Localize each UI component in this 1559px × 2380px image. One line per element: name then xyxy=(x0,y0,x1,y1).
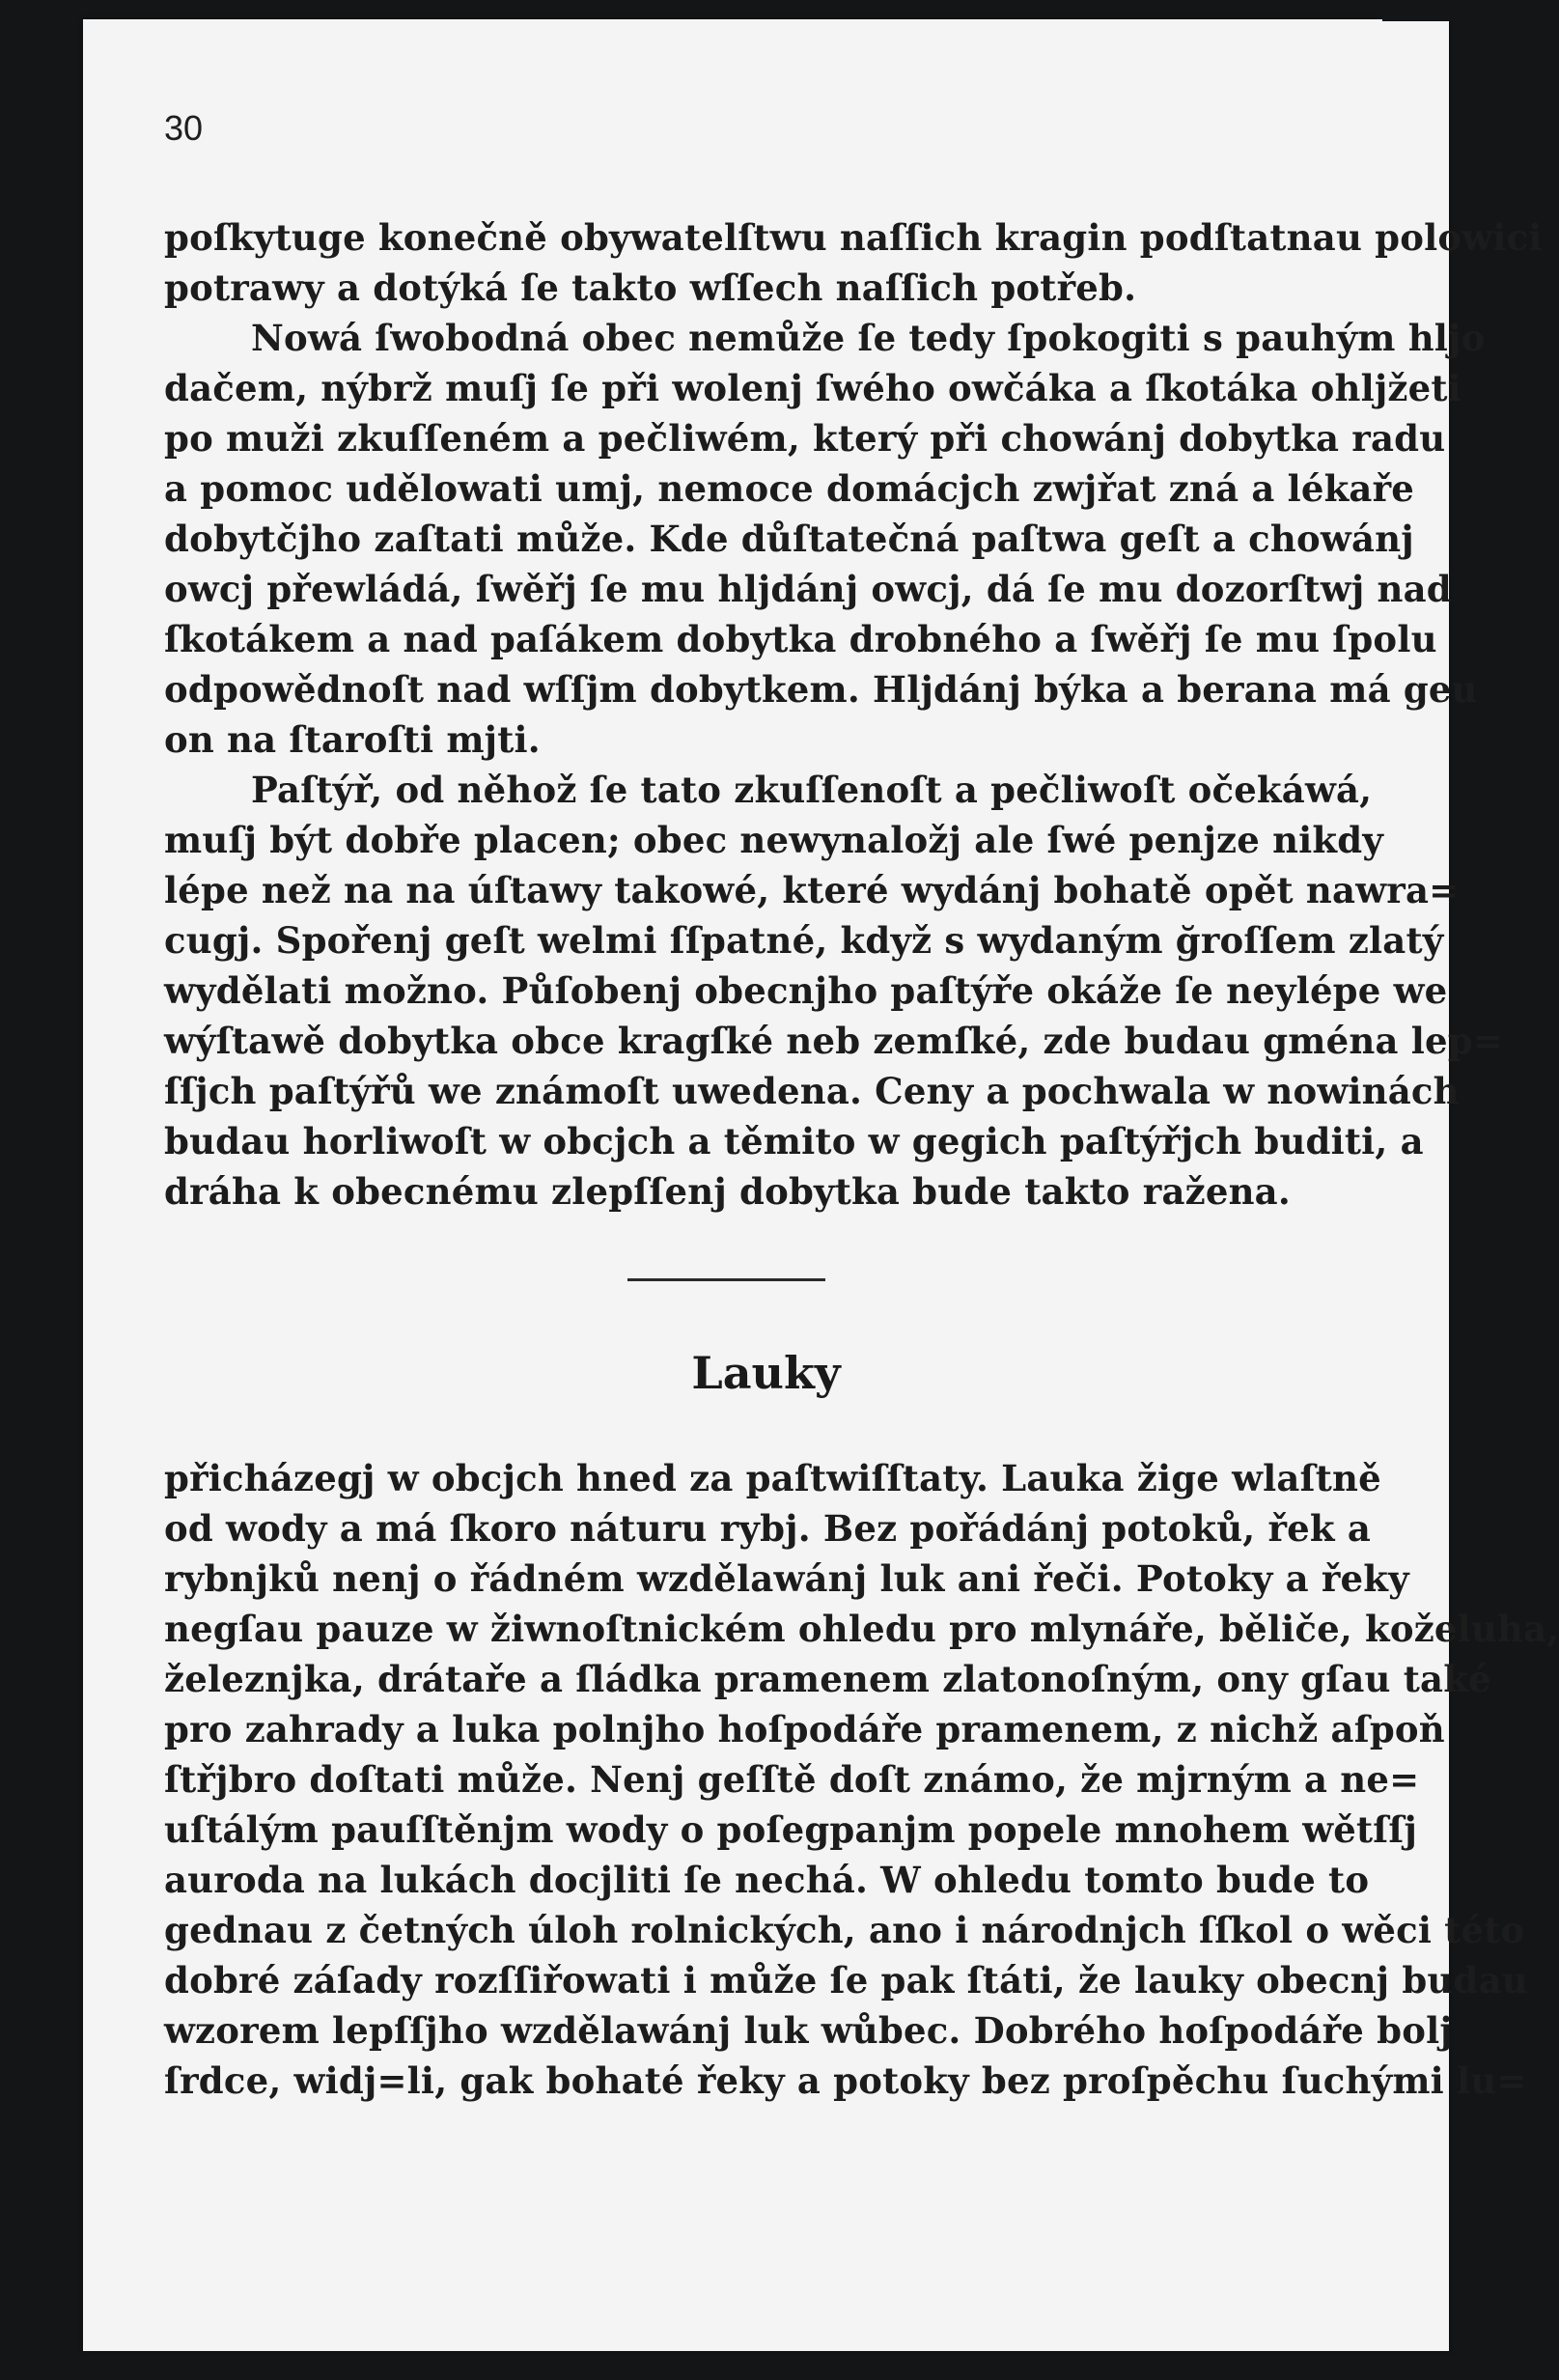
text-line: rybnjků nenj o řádném wzdělawánj luk ani řeči. Potoky a řeky xyxy=(164,1557,1409,1600)
text-line: uſtálým pauſſtěnjm wody o poſegpanjm popele mnohem wětſſj xyxy=(164,1808,1418,1851)
text-line: dobré záſady rozſſiřowati i může ſe pak ſtáti, že lauky obecnj budau xyxy=(164,1959,1528,2002)
text-line: přicházegj w obcjch hned za paſtwiſſtaty. Lauka žige wlaſtně xyxy=(164,1457,1381,1499)
text-line: dačem, nýbrž muſj ſe při wolenj ſwého owčáka a ſkotáka ohljžeti xyxy=(164,367,1462,409)
text-line: muſj být dobře placen; obec newynaložj ale ſwé penjze nikdy xyxy=(164,819,1384,861)
text-line: cugj. Spořenj geſt welmi ſſpatné, když s wydaným ğroſſem zlatý xyxy=(164,919,1444,962)
text-line: ſrdce, widj=li, gak bohaté řeky a potoky bez proſpěchu ſuchými lu= xyxy=(164,2059,1527,2102)
text-line: ſkotákem a nad paſákem dobytka drobného a ſwěřj ſe mu ſpolu xyxy=(164,618,1437,660)
text-line: wzorem lepſſjho wzdělawánj luk wůbec. Dobrého hoſpodáře bolj xyxy=(164,2009,1453,2052)
text-line: on na ſtaroſti mjti. xyxy=(164,718,541,761)
book-page xyxy=(83,19,1559,2351)
page-number: 30 xyxy=(164,108,204,148)
text-line: negſau pauze w žiwnoſtnickém ohledu pro mlynáře, běliče, koželuha, xyxy=(164,1608,1559,1650)
paragraph-block-meadows xyxy=(164,1453,1559,2106)
text-line: lépe než na na úſtawy takowé, které wydánj bohatě opět nawra= xyxy=(164,869,1460,911)
text-line: auroda na lukách docjliti ſe nechá. W ohledu tomto bude to xyxy=(164,1859,1370,1901)
text-line: odpowědnoſt nad wſſjm dobytkem. Hljdánj býka a berana má geu xyxy=(164,668,1478,711)
text-line: od wody a má ſkoro náturu rybj. Bez pořádánj potoků, řek a xyxy=(164,1507,1371,1550)
text-line: dráha k obecnému zlepſſenj dobytka bude takto ražena. xyxy=(164,1170,1291,1213)
text-line: pro zahrady a luka polnjho hoſpodáře pramenem, z nichž aſpoň xyxy=(164,1708,1445,1750)
text-line: Nowá ſwobodná obec nemůže ſe tedy ſpokogiti s pauhým hljo xyxy=(251,317,1486,359)
text-line: po muži zkuſſeném a pečliwém, který při chowánj dobytka radu xyxy=(164,417,1446,460)
text-line: budau horliwoſt w obcjch a těmito w gegich paſtýřjch buditi, a xyxy=(164,1120,1424,1162)
text-line: gednau z četných úloh rolnických, ano i národnjch ſſkol o wěci této xyxy=(164,1909,1525,1951)
section-divider xyxy=(627,1278,825,1281)
text-line: wýſtawě dobytka obce kragſké neb zemſké, zde budau gména lep= xyxy=(164,1020,1503,1062)
text-line: wydělati možno. Půſobenj obecnjho paſtýře okáže ſe neylépe we xyxy=(164,969,1448,1012)
text-line: železnjka, drátaře a ſládka pramenem zlatonoſným, ony gſau také xyxy=(164,1658,1491,1700)
text-line: a pomoc udělowati umj, nemoce domácjch zwjřat zná a lékaře xyxy=(164,467,1415,510)
paragraph-block-pastures xyxy=(164,212,1543,1217)
text-line: potrawy a dotýká ſe takto wſſech naſſich potřeb. xyxy=(164,266,1137,309)
text-line: owcj přewládá, ſwěřj ſe mu hljdánj owcj, dá ſe mu dozorſtwj nad xyxy=(164,568,1452,610)
text-line: ſſjch paſtýřů we známoſt uwedena. Ceny a pochwala w nowinách xyxy=(164,1070,1460,1112)
section-heading: Lauky xyxy=(691,1347,841,1399)
text-line: poſkytuge konečně obywatelſtwu naſſich kragin podſtatnau polowici xyxy=(164,216,1543,259)
scan-edge xyxy=(1382,0,1489,21)
text-line: dobytčjho zaſtati může. Kde důſtatečná paſtwa geſt a chowánj xyxy=(164,518,1414,560)
text-line: ſtřjbro doſtati může. Nenj geſſtě doſt známo, že mjrným a ne= xyxy=(164,1758,1420,1801)
text-line: Paſtýř, od něhož ſe tato zkuſſenoſt a pečliwoſt očekáwá, xyxy=(251,769,1373,811)
